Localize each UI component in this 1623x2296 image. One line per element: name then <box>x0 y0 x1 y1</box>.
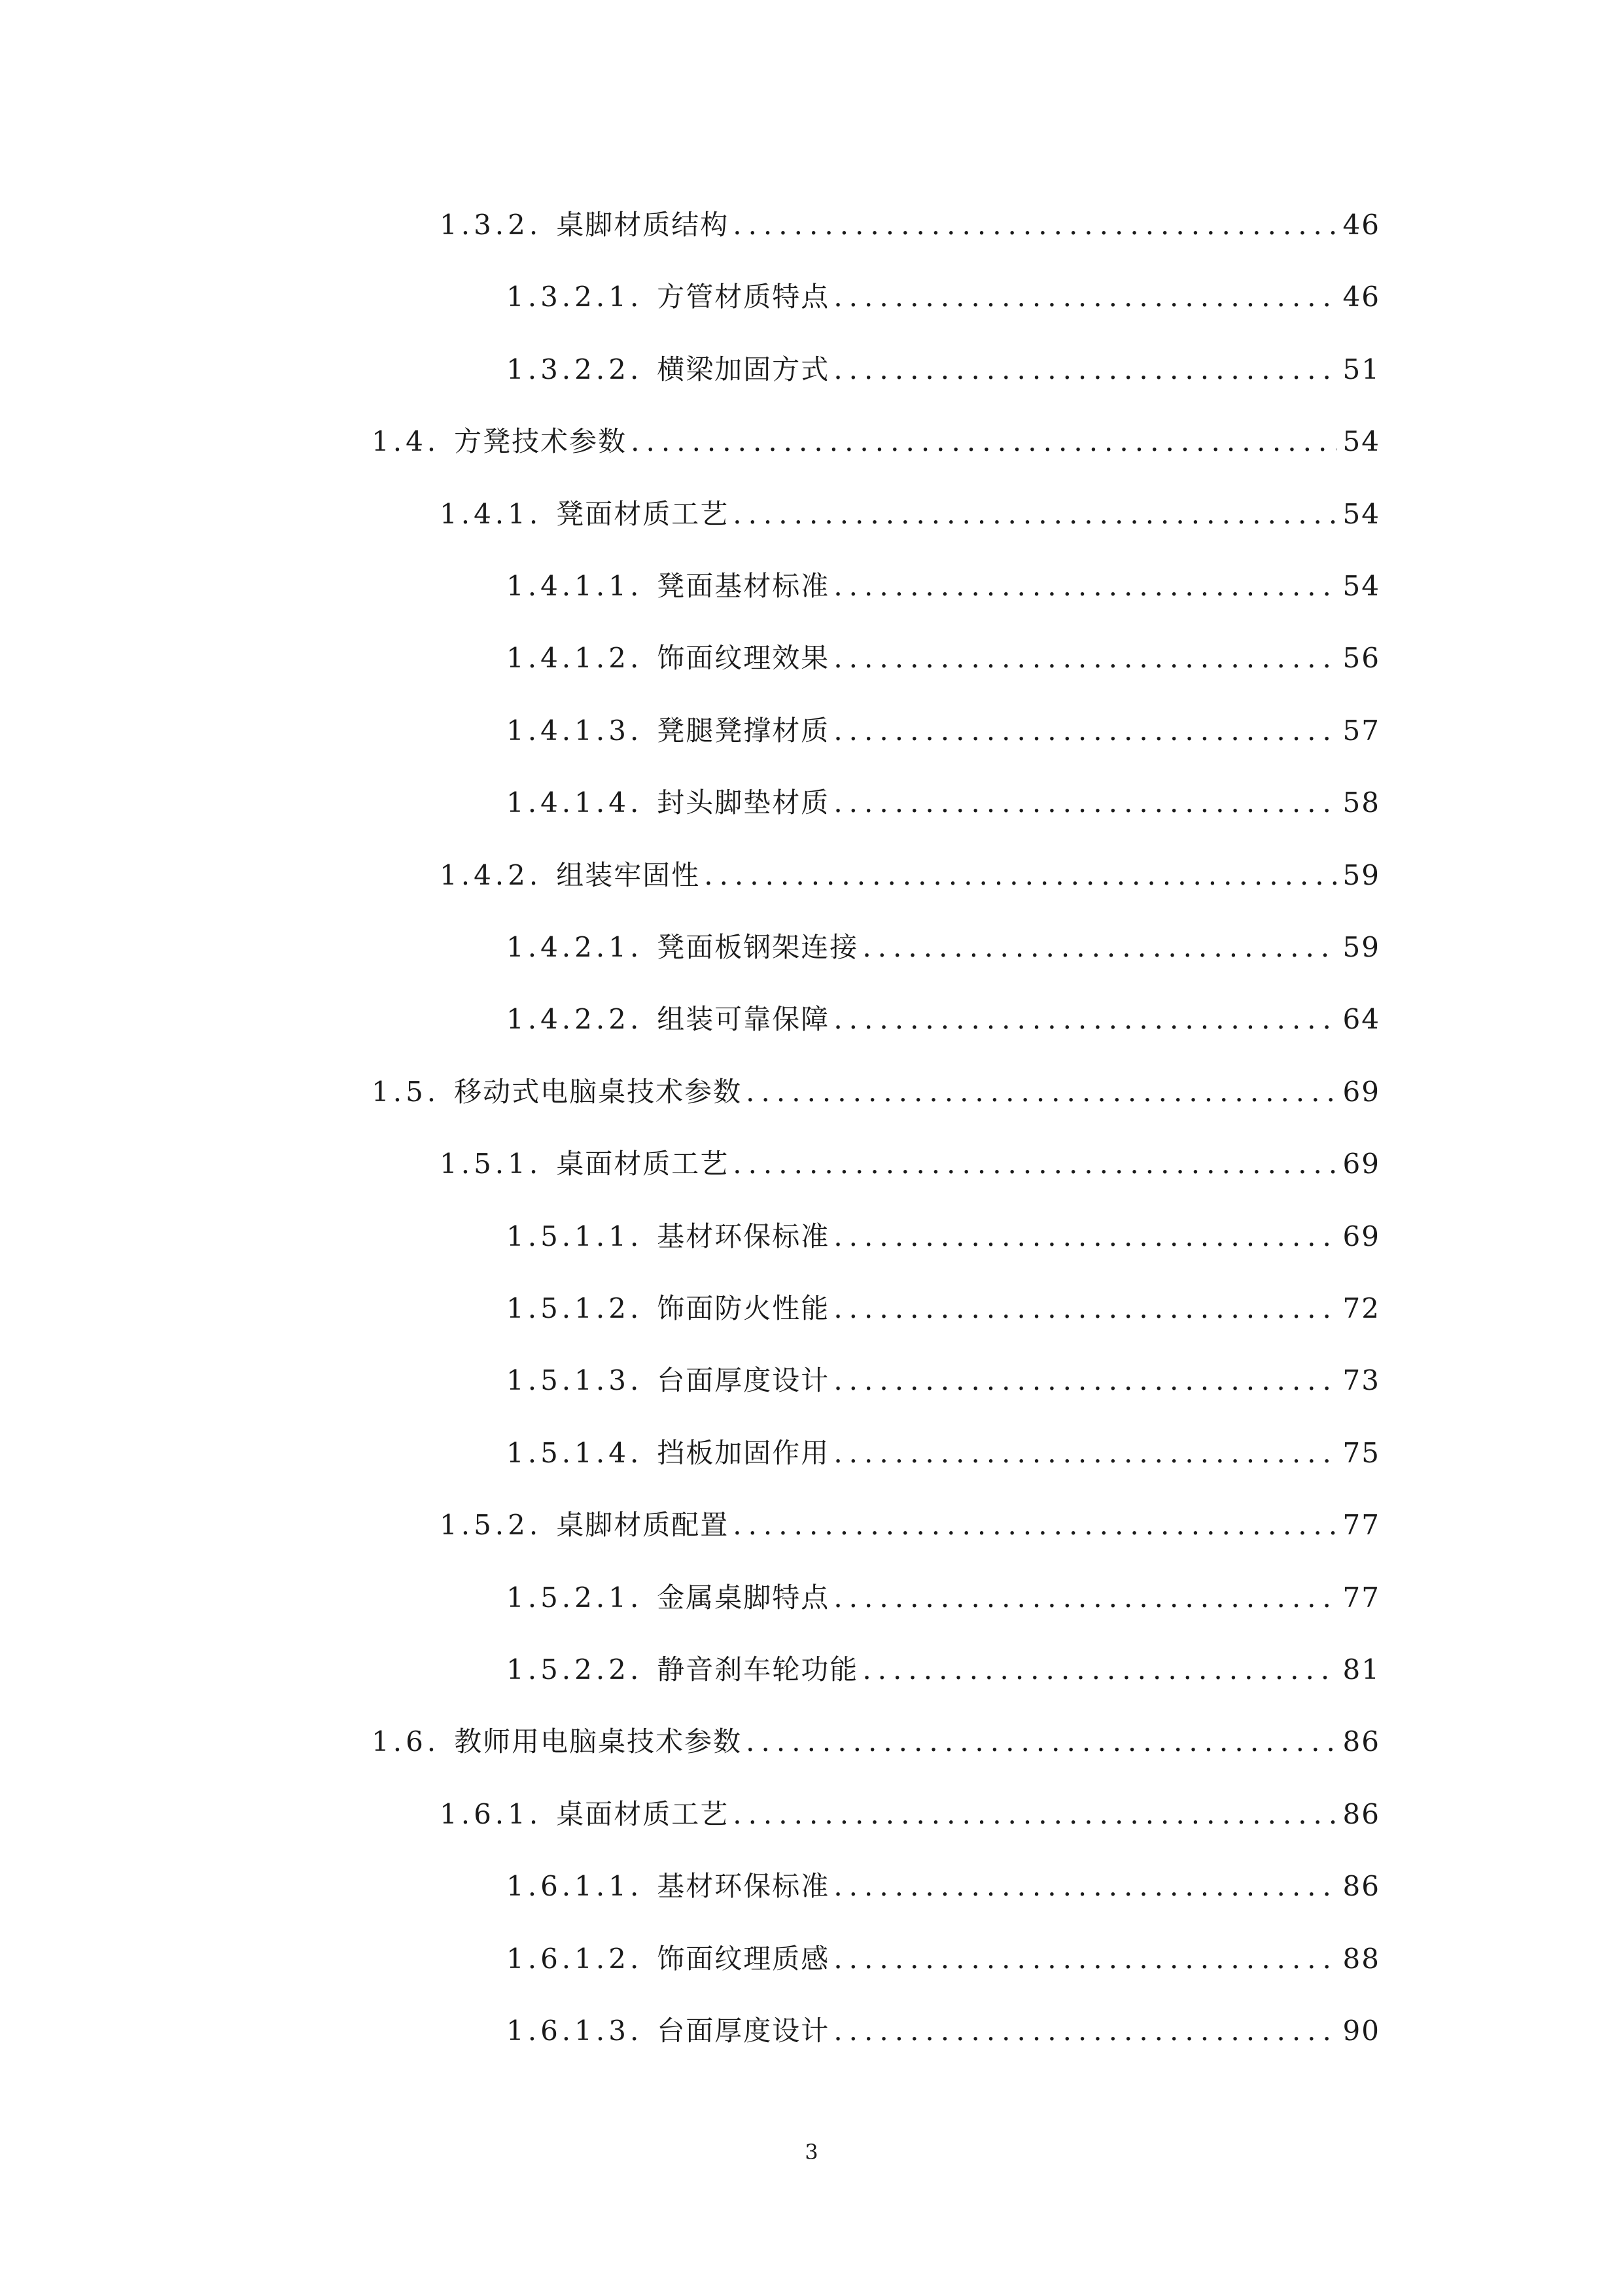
toc-entry[interactable] <box>506 1282 1380 1335</box>
toc-dot-leader <box>704 849 1336 902</box>
toc-entry-title: 方凳技术参数 <box>454 425 627 458</box>
toc-entry-number: 1.5. <box>372 1075 440 1108</box>
toc-entry-page: 57 <box>1342 714 1380 747</box>
toc-entry-number: 1.3.2.2. <box>506 353 643 385</box>
toc-entry[interactable] <box>440 1138 1380 1190</box>
toc-entry-title: 横梁加固方式 <box>657 353 830 385</box>
toc-entry[interactable] <box>440 199 1380 251</box>
toc-entry[interactable] <box>372 1066 1380 1118</box>
toc-entry-page: 59 <box>1342 858 1380 891</box>
toc-entry-page: 64 <box>1342 1003 1380 1036</box>
toc-entry-number: 1.4.2. <box>440 858 542 891</box>
toc-entry-page: 69 <box>1342 1075 1380 1108</box>
toc-entry-number: 1.5.1.2. <box>506 1292 643 1324</box>
toc-entry-page: 54 <box>1342 570 1380 602</box>
toc-entry-number: 1.4.1.3. <box>506 714 643 747</box>
toc-entry-title: 静音刹车轮功能 <box>657 1653 859 1686</box>
toc-entry-number: 1.5.1.4. <box>506 1436 643 1469</box>
toc-entry-number: 1.6.1. <box>440 1797 542 1830</box>
toc-entry-number: 1.5.1. <box>440 1148 542 1180</box>
toc-entry[interactable] <box>506 1427 1380 1479</box>
toc-entry-page: 69 <box>1342 1220 1380 1252</box>
toc-entry-title: 凳面板钢架连接 <box>657 931 859 963</box>
toc-entry-page: 90 <box>1342 2015 1380 2047</box>
toc-entry-number: 1.3.2. <box>440 209 542 241</box>
toc-dot-leader <box>862 921 1336 974</box>
toc-dot-leader <box>631 415 1336 468</box>
toc-entry-title: 凳面材质工艺 <box>556 497 729 530</box>
toc-entry[interactable] <box>440 1499 1380 1551</box>
toc-dot-leader <box>833 344 1336 396</box>
toc-entry-number: 1.6. <box>372 1725 440 1758</box>
toc-entry-title: 桌脚材质配置 <box>556 1509 729 1542</box>
toc-entry-number: 1.4.1.2. <box>506 642 643 675</box>
toc-entry-page: 88 <box>1342 1942 1380 1975</box>
toc-dot-leader <box>833 1354 1336 1407</box>
toc-entry-number: 1.5.2.2. <box>506 1653 643 1686</box>
toc-entry-page: 56 <box>1342 642 1380 675</box>
toc-entry-page: 86 <box>1342 1725 1380 1758</box>
toc-entry-page: 46 <box>1342 281 1380 313</box>
toc-entry-title: 桌面材质工艺 <box>556 1797 729 1830</box>
toc-entry-title: 方管材质特点 <box>657 281 830 313</box>
toc-dot-leader <box>733 1788 1336 1841</box>
toc-entry-number: 1.5.1.1. <box>506 1220 643 1252</box>
toc-entry-title: 基材环保标准 <box>657 1870 830 1903</box>
toc-entry[interactable] <box>506 921 1380 974</box>
toc-dot-leader <box>746 1716 1336 1768</box>
toc-dot-leader <box>833 1427 1336 1479</box>
toc-entry-title: 桌面材质工艺 <box>556 1148 729 1180</box>
toc-entry-page: 58 <box>1342 786 1380 819</box>
toc-entry-page: 72 <box>1342 1292 1380 1324</box>
toc-entry-title: 饰面防火性能 <box>657 1292 830 1324</box>
toc-entry-title: 台面厚度设计 <box>657 1364 830 1397</box>
toc-entry[interactable] <box>372 415 1380 468</box>
toc-entry[interactable] <box>506 2005 1380 2057</box>
toc-entry[interactable] <box>440 1788 1380 1841</box>
toc-entry[interactable] <box>506 1644 1380 1696</box>
toc-entry-page: 77 <box>1342 1509 1380 1542</box>
toc-entry-number: 1.6.1.3. <box>506 2015 643 2047</box>
toc-entry-title: 组装牢固性 <box>556 858 701 891</box>
toc-entry-title: 金属桌脚特点 <box>657 1581 830 1614</box>
toc-dot-leader <box>833 1933 1336 1985</box>
toc-entry-page: 81 <box>1342 1653 1380 1686</box>
toc-entry-title: 桌脚材质结构 <box>556 209 729 241</box>
toc-entry-page: 59 <box>1342 931 1380 963</box>
toc-dot-leader <box>833 1210 1336 1263</box>
toc-entry[interactable] <box>506 1860 1380 1913</box>
toc-dot-leader <box>833 1860 1336 1913</box>
toc-entry-page: 86 <box>1342 1797 1380 1830</box>
toc-dot-leader <box>833 993 1336 1046</box>
toc-entry-title: 凳面基材标准 <box>657 570 830 602</box>
toc-entry-number: 1.6.1.2. <box>506 1942 643 1975</box>
toc-entry-page: 73 <box>1342 1364 1380 1397</box>
toc-entry-title: 台面厚度设计 <box>657 2015 830 2047</box>
toc-entry-number: 1.3.2.1. <box>506 281 643 313</box>
toc-entry-title: 移动式电脑桌技术参数 <box>454 1075 742 1108</box>
toc-entry[interactable] <box>506 271 1380 323</box>
toc-entry-title: 挡板加固作用 <box>657 1436 830 1469</box>
toc-entry-page: 75 <box>1342 1436 1380 1469</box>
toc-entry-number: 1.4.2.1. <box>506 931 643 963</box>
toc-entry-page: 54 <box>1342 425 1380 458</box>
toc-entry-number: 1.5.1.3. <box>506 1364 643 1397</box>
toc-entry[interactable] <box>506 777 1380 829</box>
toc-entry-title: 饰面纹理质感 <box>657 1942 830 1975</box>
toc-dot-leader <box>862 1644 1336 1696</box>
toc-entry-number: 1.4.1.1. <box>506 570 643 602</box>
toc-dot-leader <box>746 1066 1336 1118</box>
toc-dot-leader <box>833 560 1336 612</box>
toc-entry-title: 凳腿凳撑材质 <box>657 714 830 747</box>
toc-entry-number: 1.4.1. <box>440 497 542 530</box>
toc-entry-number: 1.6.1.1. <box>506 1870 643 1903</box>
toc-entry-number: 1.5.2. <box>440 1509 542 1542</box>
toc-entry[interactable] <box>506 705 1380 757</box>
toc-entry-number: 1.4.2.2. <box>506 1003 643 1036</box>
toc-entry-title: 封头脚垫材质 <box>657 786 830 819</box>
toc-entry-page: 86 <box>1342 1870 1380 1903</box>
toc-entry[interactable] <box>440 849 1380 902</box>
toc-entry[interactable] <box>506 1572 1380 1624</box>
toc-entry[interactable] <box>506 560 1380 612</box>
toc-dot-leader <box>833 271 1336 323</box>
toc-dot-leader <box>833 1282 1336 1335</box>
toc-entry-page: 77 <box>1342 1581 1380 1614</box>
toc-dot-leader <box>733 199 1336 251</box>
toc-entry-number: 1.5.2.1. <box>506 1581 643 1614</box>
toc-entry-page: 51 <box>1342 353 1380 385</box>
toc-entry-page: 54 <box>1342 497 1380 530</box>
toc-entry-title: 教师用电脑桌技术参数 <box>454 1725 742 1758</box>
toc-entry-title: 基材环保标准 <box>657 1220 830 1252</box>
toc-entry[interactable] <box>506 993 1380 1046</box>
toc-dot-leader <box>833 705 1336 757</box>
toc-dot-leader <box>833 1572 1336 1624</box>
toc-dot-leader <box>733 1138 1336 1190</box>
toc-dot-leader <box>733 488 1336 540</box>
toc-entry[interactable] <box>372 1716 1380 1768</box>
toc-entry[interactable] <box>506 1933 1380 1985</box>
toc-entry-title: 饰面纹理效果 <box>657 642 830 675</box>
toc-entry-title: 组装可靠保障 <box>657 1003 830 1036</box>
toc-dot-leader <box>833 632 1336 684</box>
toc-entry[interactable] <box>506 344 1380 396</box>
toc-entry-page: 46 <box>1342 209 1380 241</box>
toc-entry-number: 1.4.1.4. <box>506 786 643 819</box>
page-number: 3 <box>805 2140 818 2164</box>
toc-dot-leader <box>833 2005 1336 2057</box>
toc-dot-leader <box>833 777 1336 829</box>
toc-entry-number: 1.4. <box>372 425 440 458</box>
toc-entry[interactable] <box>506 1210 1380 1263</box>
toc-entry-page: 69 <box>1342 1148 1380 1180</box>
toc-entry[interactable] <box>440 488 1380 540</box>
toc-entry[interactable] <box>506 1354 1380 1407</box>
toc-dot-leader <box>733 1499 1336 1551</box>
toc-entry[interactable] <box>506 632 1380 684</box>
